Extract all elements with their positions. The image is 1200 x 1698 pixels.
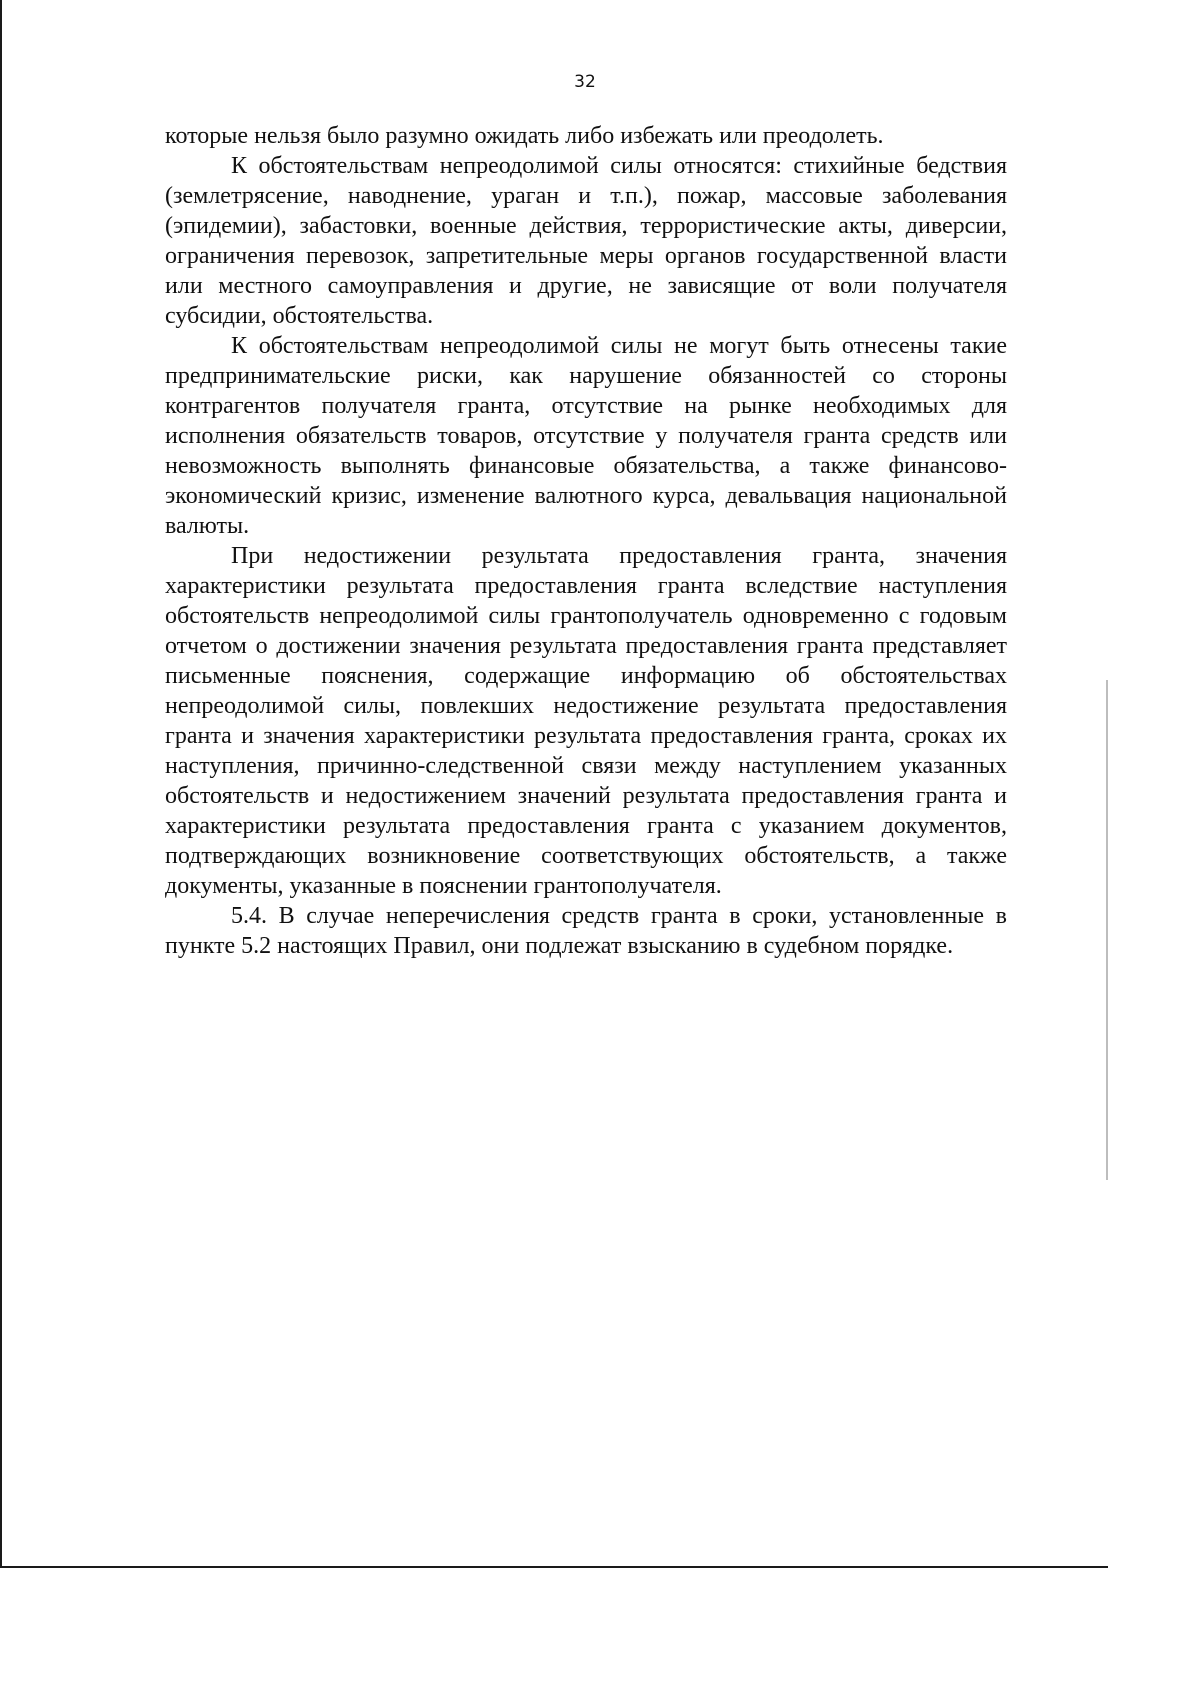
- paragraph-section-5-4: 5.4. В случае неперечисления средств гранта в сроки, установленные в пункте 5.2 настоящих Правил, они подлежат взысканию в судебном порядке.: [165, 903, 1007, 959]
- page-number: 32: [574, 72, 596, 92]
- paragraph-excluded-risks: К обстоятельствам непреодолимой силы не могут быть отнесены такие предпринимательские риски, как нарушение обязанностей со стороны контрагентов получателя гранта, отсутствие на рынке необходимых для исполнения обязательств товаров, отсутствие у получателя гранта средств или невозможность выполнять финансовые обязательства, а также финансово-экономический кризис, изменение валютного курса, девальвация национальной валюты.: [165, 333, 1007, 539]
- scan-edge-right: [1106, 680, 1108, 1180]
- paragraph-force-majeure-list: К обстоятельствам непреодолимой силы относятся: стихийные бедствия (землетрясение, наводнение, ураган и т.п.), пожар, массовые заболевания (эпидемии), забастовки, военные действия, террористические акты, диверсии, ограничения перевозок, запретительные меры органов государственной власти или местного самоуправления и другие, не зависящие от воли получателя субсидии, обстоятельства.: [165, 153, 1007, 329]
- paragraph-continuation: которые нельзя было разумно ожидать либо избежать или преодолеть.: [165, 123, 884, 149]
- scan-edge-bottom: [0, 1566, 1108, 1568]
- paragraph-non-achievement: При недостижении результата предоставления гранта, значения характеристики результата предоставления гранта вследствие наступления обстоятельств непреодолимой силы грантополучатель одновременно с годовым отчетом о достижении значения результата предоставления гранта представляет письменные пояснения, содержащие информацию об обстоятельствах непреодолимой силы, повлекших недостижение результата предоставления гранта и значения характеристики результата предоставления гранта, сроках их наступления, причинно-следственной связи между наступлением указанных обстоятельств и недостижением значений результата предоставления гранта и характеристики результата предоставления гранта с указанием документов, подтверждающих возникновение соответствующих обстоятельств, а также документы, указанные в пояснении грантополучателя.: [165, 543, 1007, 899]
- scan-edge-left: [0, 0, 2, 1568]
- document-body: [165, 121, 1007, 961]
